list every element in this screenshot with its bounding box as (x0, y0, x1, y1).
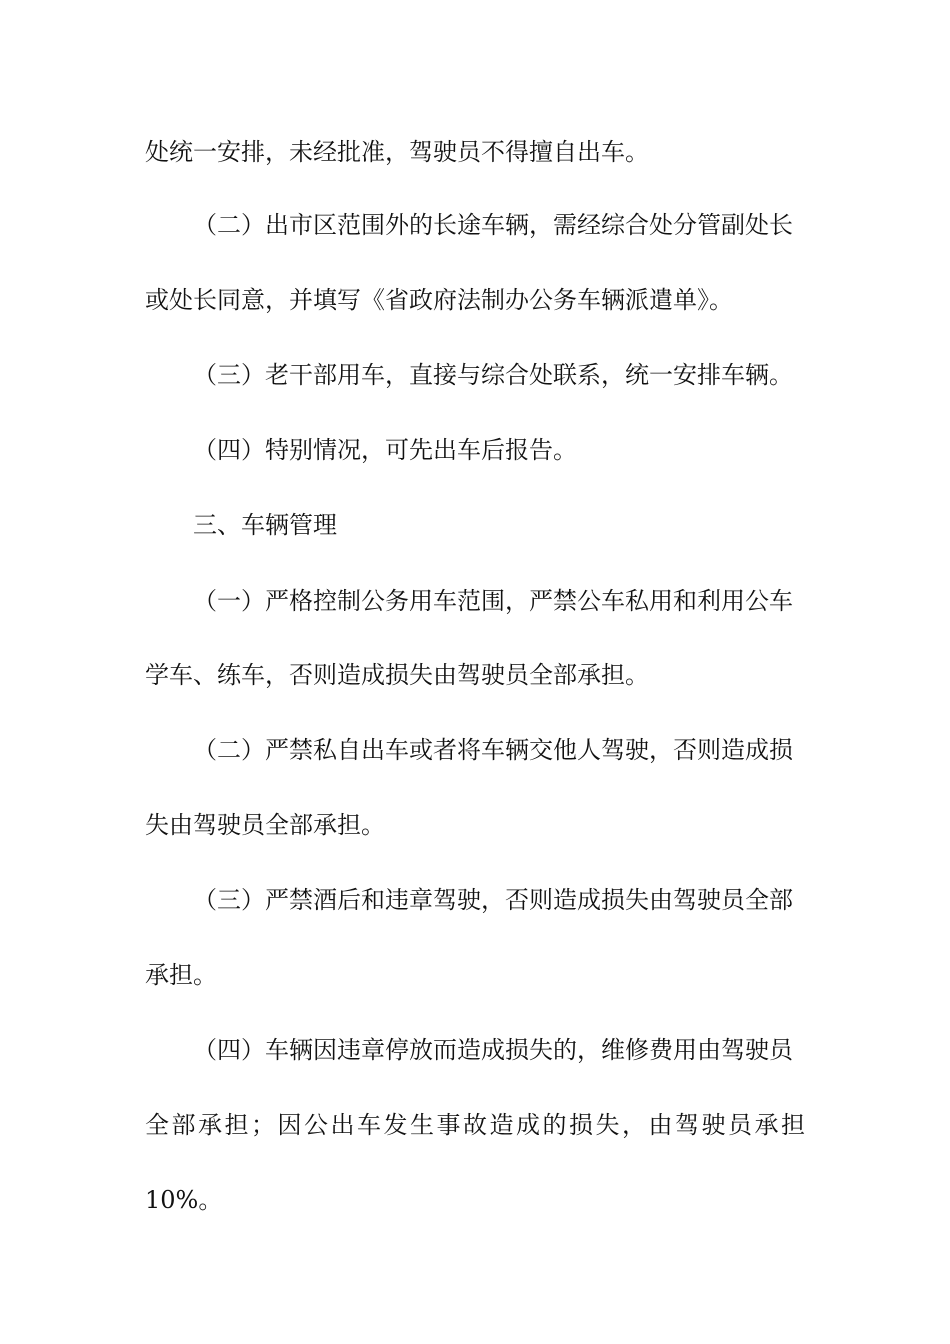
text-line: （二）严禁私自出车或者将车辆交他人驾驶，否则造成损 (193, 736, 793, 764)
text-line: （四）车辆因违章停放而造成损失的，维修费用由驾驶员 (193, 1036, 793, 1064)
text-line: （三）老干部用车，直接与综合处联系，统一安排车辆。 (193, 361, 793, 389)
text-line: （三）严禁酒后和违章驾驶，否则造成损失由驾驶员全部 (193, 886, 793, 914)
text-line: 失由驾驶员全部承担。 (145, 811, 385, 839)
text-line: 处统一安排，未经批准，驾驶员不得擅自出车。 (145, 138, 649, 166)
text-line: （二）出市区范围外的长途车辆，需经综合处分管副处长 (193, 211, 793, 239)
text-line: 全部承担；因公出车发生事故造成的损失，由驾驶员承担 (145, 1111, 805, 1139)
section-heading: 三、车辆管理 (193, 511, 337, 539)
text-line: 或处长同意，并填写《省政府法制办公务车辆派遣单》。 (145, 286, 733, 314)
text-line: （一）严格控制公务用车范围，严禁公车私用和利用公车 (193, 587, 793, 615)
text-line: （四）特别情况，可先出车后报告。 (193, 436, 577, 464)
text-line: 10%。 (145, 1186, 223, 1214)
text-line: 承担。 (145, 961, 217, 989)
text-line: 学车、练车，否则造成损失由驾驶员全部承担。 (145, 661, 649, 689)
